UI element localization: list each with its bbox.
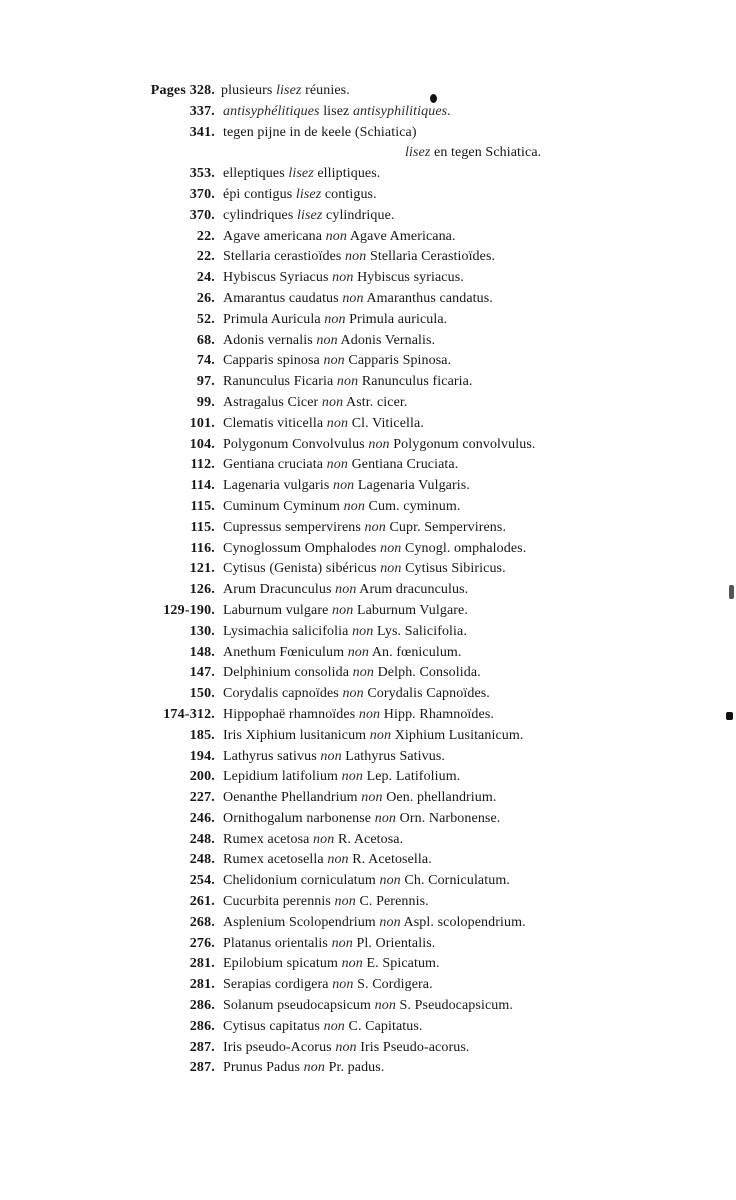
correction-keyword: non [320,748,342,764]
corrected-text: Stellaria Cerastioïdes. [369,249,496,265]
correction-keyword: non [379,873,401,889]
page-number: 26. [196,290,215,306]
correction-text [223,871,510,892]
correction-keyword: non [316,332,338,348]
erroneous-text: Solanum pseudocapsicum [223,998,372,1014]
correction-text [223,497,460,518]
correction-keyword: non [326,415,349,431]
correction-text [223,455,458,476]
erroneous-text: Cupressus sempervirens [223,519,361,535]
erroneous-text: Capparis spinosa [223,353,320,369]
correction-text [223,414,424,435]
correction-keyword: non [327,852,349,868]
erroneous-text: Clematis viticella [223,415,324,431]
page-number: 200. [189,769,215,785]
corrected-text: Ranunculus ficaria. [361,374,473,390]
correction-text [223,913,526,934]
corrected-text: réunies. [305,83,350,98]
corrected-text: Primula auricula. [349,311,448,327]
page-number: 246. [189,810,215,826]
correction-keyword: non [336,374,359,390]
erroneous-text: elleptiques [223,166,285,182]
page-number: 97. [196,374,215,390]
correction-keyword: non [332,602,354,618]
erroneous-text: Ranunculus Ficaria [223,374,334,390]
page-number: 194. [189,748,215,764]
correction-text [223,539,526,560]
errata-entry [0,393,736,414]
errata-entry [0,227,736,248]
correction-text [223,476,470,497]
correction-text [223,559,506,580]
correction-keyword: non [361,790,383,806]
corrected-text: Hybiscus syriacus. [357,270,464,286]
page-number: 148. [189,644,215,660]
erroneous-text: Gentiana cruciata [223,457,324,473]
correction-text [223,247,495,268]
errata-entry [0,954,736,975]
corrected-text: Lathyrus Sativus. [345,748,445,764]
correction-keyword: non [374,998,396,1014]
erroneous-text: Rumex acetosella [223,852,324,868]
corrected-text: Lep. Latifolium. [366,769,461,785]
correction-text [223,892,429,913]
corrected-text: elliptiques. [317,166,381,182]
correction-keyword: non [313,831,335,847]
errata-entry [0,559,736,580]
correction-text [223,206,395,227]
erroneous-text: Astragalus Cicer [223,394,319,410]
errata-entry [0,1017,736,1038]
correction-keyword: non [342,290,364,306]
correction-keyword: non [326,457,348,473]
correction-keyword: non [303,1060,325,1076]
correction-text [223,850,432,871]
page-number: 286. [189,998,215,1014]
page-number: 126. [189,582,215,598]
page-number: 370. [189,186,215,202]
correction-keyword: non [352,665,374,681]
errata-entry [0,476,736,497]
erroneous-text: Arum Dracunculus [223,582,332,598]
correction-keyword: lisez [288,166,314,182]
correction-keyword: non [341,956,363,972]
erroneous-text: Epilobium spicatum [223,956,338,972]
erroneous-text: Cytisus (Genista) sibéricus [223,561,377,577]
corrected-text: Oen. phellandrium. [386,790,497,806]
corrected-text: Pr. padus. [328,1060,385,1076]
errata-entry [0,684,736,705]
page-number: 24. [196,270,215,286]
errata-entry [0,830,736,851]
correction-keyword: non [358,706,381,722]
correction-keyword: non [345,249,367,265]
erroneous-text: Primula Auricula [223,311,321,327]
correction-text [223,102,451,123]
corrected-text: Polygonum convolvulus. [393,436,536,452]
page-number: 115. [190,519,215,535]
page-number: 261. [189,894,215,910]
errata-entry [0,372,736,393]
errata-entry [0,996,736,1017]
correction-text [223,518,506,539]
errata-entry [0,726,736,747]
erroneous-text: Platanus orientalis [223,935,328,951]
erroneous-text: épi contigus [223,186,293,202]
erroneous-text: cylindriques [223,207,294,223]
page-number: 22. [196,249,215,265]
correction-text [223,331,435,352]
errata-entry [0,351,736,372]
errata-entry [0,705,736,726]
erroneous-text: Iris Xiphium lusitanicum [223,727,367,743]
erroneous-text: Iris pseudo-Acorus [223,1039,332,1055]
correction-keyword: non [332,270,354,286]
erroneous-text: Stellaria cerastioïdes [223,249,342,265]
correction-text [223,934,435,955]
page-number: 68. [196,332,215,348]
corrected-text: Arum dracunculus. [359,582,469,598]
erroneous-text: Chelidonium corniculatum [223,873,376,889]
erroneous-text: Cucurbita perennis [223,894,331,910]
errata-entry [0,747,736,768]
corrected-text: Pl. Orientalis. [356,935,436,951]
erroneous-text: Lysimachia salicifolia [223,623,349,639]
correction-text [223,1058,384,1079]
erroneous-text: Serapias cordigera [223,977,329,993]
page-number: 112. [190,457,215,473]
correction-text [223,123,417,144]
corrected-text: Ch. Corniculatum. [404,873,510,889]
corrected-text: R. Acetosa. [337,831,404,847]
correction-keyword: non [369,727,392,743]
errata-entry [0,1058,736,1079]
errata-entry [0,455,736,476]
page-number: 286. [189,1018,215,1034]
corrected-text: contigus. [324,186,377,202]
correction-keyword: non [347,644,370,660]
erroneous-text: Polygonum Convolvulus [223,436,365,452]
erroneous-text: Amarantus caudatus [223,290,339,306]
corrected-text: cylindrique. [326,207,395,223]
correction-text [223,185,377,206]
corrected-text: Agave Americana. [349,228,456,244]
correction-keyword: non [343,498,365,514]
correction-keyword: non [334,894,356,910]
erroneous-text: plusieurs [221,83,273,98]
page-number: 147. [189,665,215,681]
errata-entry [0,102,736,123]
correction-text [223,372,473,393]
errata-entry [0,622,736,643]
errata-entry [0,601,736,622]
page-number: 281. [189,977,215,993]
page-number: 74. [196,353,215,369]
corrected-text: Orn. Narbonense. [399,810,501,826]
corrected-text: An. fœniculum. [371,644,462,660]
corrected-text: Astr. cicer. [346,394,408,410]
errata-list [0,81,736,1079]
correction-text [223,830,403,851]
corrected-text: Cum. cyminum. [368,498,461,514]
correction-text [223,227,456,248]
page-number: 337. [189,103,215,119]
page-number: 227. [189,790,215,806]
correction-keyword: lisez [405,145,431,161]
page-number: 287. [189,1060,215,1076]
page-number: Pages 328. [150,83,215,98]
erroneous-text: Hybiscus Syriacus [223,270,329,286]
erroneous-text: Agave americana [223,228,323,244]
correction-keyword: non [321,394,344,410]
page-number: 99. [196,394,215,410]
page-number: 130. [189,623,215,639]
erroneous-text: Cuminum Cyminum [223,498,341,514]
correction-text [223,809,500,830]
errata-entry [0,1038,736,1059]
page-number: 115. [190,498,215,514]
correction-text [223,310,447,331]
errata-entry [0,539,736,560]
errata-entry [0,892,736,913]
correction-keyword: non [335,1039,357,1055]
correction-text [223,622,467,643]
correction-text [223,435,535,456]
correction-keyword: lisez [295,186,322,202]
errata-entry [0,767,736,788]
correction-keyword: non [380,561,402,577]
erroneous-text: tegen pijne in de keele (Schiatica) [223,124,417,140]
page-number: 276. [189,935,215,951]
correction-text [223,268,464,289]
erroneous-text: Anethum Fœniculum [223,644,345,660]
erroneous-text: Lathyrus sativus [223,748,317,764]
page-number: 287. [189,1039,215,1055]
page-number: 104. [189,436,215,452]
corrected-text: Adonis Vernalis. [340,332,436,348]
correction-keyword: non [332,977,354,993]
page-number: 121. [189,561,215,577]
erroneous-text: Corydalis capnoïdes [223,686,339,702]
correction-text [223,954,440,975]
corrected-text: Lagenaria Vulgaris. [357,478,470,494]
correction-keyword: non [379,914,401,930]
correction-keyword: non [342,686,364,702]
erroneous-text: Laburnum vulgare [223,602,329,618]
errata-entry [0,331,736,352]
erroneous-text: Cytisus capitatus [223,1018,320,1034]
correction-text [223,601,468,622]
corrected-text: Laburnum Vulgare. [356,602,468,618]
page-number: 254. [189,873,215,889]
correction-keyword: non [325,228,347,244]
corrected-text: Cupr. Sempervirens. [389,519,507,535]
page-number: 353. [189,166,215,182]
errata-entry [0,913,736,934]
erroneous-text: antisyphélitiques [223,103,320,119]
correction-text [223,767,460,788]
correction-keyword: non [323,353,345,369]
errata-entry [0,663,736,684]
corrected-text: Hipp. Rhamnoïdes. [383,706,494,722]
correction-text [223,164,380,185]
correction-text [223,289,493,310]
erroneous-text: Cynoglossum Omphalodes [223,540,377,556]
correction-text [223,663,481,684]
errata-entry [0,643,736,664]
correction-text [223,996,513,1017]
correction-text [223,705,494,726]
errata-entry [0,975,736,996]
page-number: 101. [189,415,215,431]
page-number: 281. [189,956,215,972]
corrected-text: R. Acetosella. [352,852,432,868]
correction-text [223,393,408,414]
correction-text [221,81,350,102]
errata-entry [0,497,736,518]
erroneous-text: Delphinium consolida [223,665,350,681]
errata-entry [0,206,736,227]
page-number: 150. [189,686,215,702]
correction-text [223,747,445,768]
corrected-text: E. Spicatum. [366,956,440,972]
corrected-text: Cytisus Sibiricus. [405,561,506,577]
page-number: 268. [189,914,215,930]
errata-entry [0,414,736,435]
correction-keyword: non [331,935,353,951]
correction-keyword: non [374,810,397,826]
page-number: 248. [189,831,215,847]
correction-keyword: non [335,582,357,598]
corrected-text: Cl. Viticella. [351,415,424,431]
errata-entry [0,289,736,310]
erroneous-text: Rumex acetosa [223,831,310,847]
correction-keyword: non [368,436,390,452]
erroneous-text: Hippophaë rhamnoïdes [223,706,356,722]
page-number: 185. [189,727,215,743]
correction-text [223,1017,423,1038]
erroneous-text: Adonis vernalis [223,332,313,348]
errata-entry [0,435,736,456]
correction-text [223,351,451,372]
errata-entry [0,809,736,830]
erroneous-text: Ornithogalum narbonense [223,810,372,826]
errata-entry [0,247,736,268]
erroneous-text: Prunus Padus [223,1060,301,1076]
errata-entry [0,788,736,809]
page-number: 22. [196,228,215,244]
corrected-text: Amaranthus candatus. [366,290,493,306]
errata-entry [0,580,736,601]
corrected-text: S. Pseudocapsicum. [399,998,513,1014]
page-number: 114. [190,478,215,494]
correction-text [223,788,497,809]
corrected-text: Lys. Salicifolia. [376,623,467,639]
correction-text [223,580,468,601]
errata-entry [0,185,736,206]
correction-keyword: lisez [276,83,302,98]
correction-text [223,643,462,664]
corrected-text: S. Cordigera. [357,977,433,993]
errata-entry [0,310,736,331]
errata-entry [0,143,736,164]
errata-entry [0,81,736,102]
erroneous-text: Oenanthe Phellandrium [223,790,358,806]
corrected-text: antisyphilitiques. [352,103,451,119]
errata-entry [0,850,736,871]
correction-keyword: non [364,519,386,535]
correction-text [223,975,433,996]
corrected-text: Xiphium Lusitanicum. [394,727,524,743]
erroneous-text: Lagenaria vulgaris [223,478,330,494]
correction-keyword: non [323,1018,345,1034]
page-number: 129-190. [163,602,215,618]
errata-entry [0,518,736,539]
page-number: 248. [189,852,215,868]
corrected-text: Corydalis Capnoïdes. [367,686,490,702]
errata-entry [0,934,736,955]
correction-text [223,1038,469,1059]
erroneous-text: Lepidium latifolium [223,769,339,785]
correction-keyword: non [332,478,355,494]
correction-text [405,143,541,164]
corrected-text: Delph. Consolida. [377,665,481,681]
corrected-text: Cynogl. omphalodes. [405,540,527,556]
page-number: 52. [196,311,215,327]
corrected-text: Gentiana Cruciata. [351,457,459,473]
correction-keyword: non [352,623,374,639]
page-number: 341. [189,124,215,140]
page-number: 116. [190,540,215,556]
page-number: 370. [189,207,215,223]
page-number: 174-312. [163,706,215,722]
correction-keyword: non [380,540,402,556]
corrected-text: Capparis Spinosa. [348,353,452,369]
correction-text [223,684,490,705]
correction-keyword: lisez [323,103,350,119]
correction-text [223,726,523,747]
errata-entry [0,123,736,144]
corrected-text: Aspl. scolopendrium. [403,914,526,930]
correction-keyword: non [341,769,363,785]
errata-entry [0,871,736,892]
correction-keyword: lisez [297,207,323,223]
corrected-text: C. Capitatus. [348,1018,423,1034]
correction-keyword: non [324,311,346,327]
errata-entry [0,164,736,185]
corrected-text: Iris Pseudo-acorus. [360,1039,470,1055]
corrected-text: C. Perennis. [359,894,429,910]
errata-entry [0,268,736,289]
corrected-text: en tegen Schiatica. [434,145,542,161]
erroneous-text: Asplenium Scolopendrium [223,914,376,930]
